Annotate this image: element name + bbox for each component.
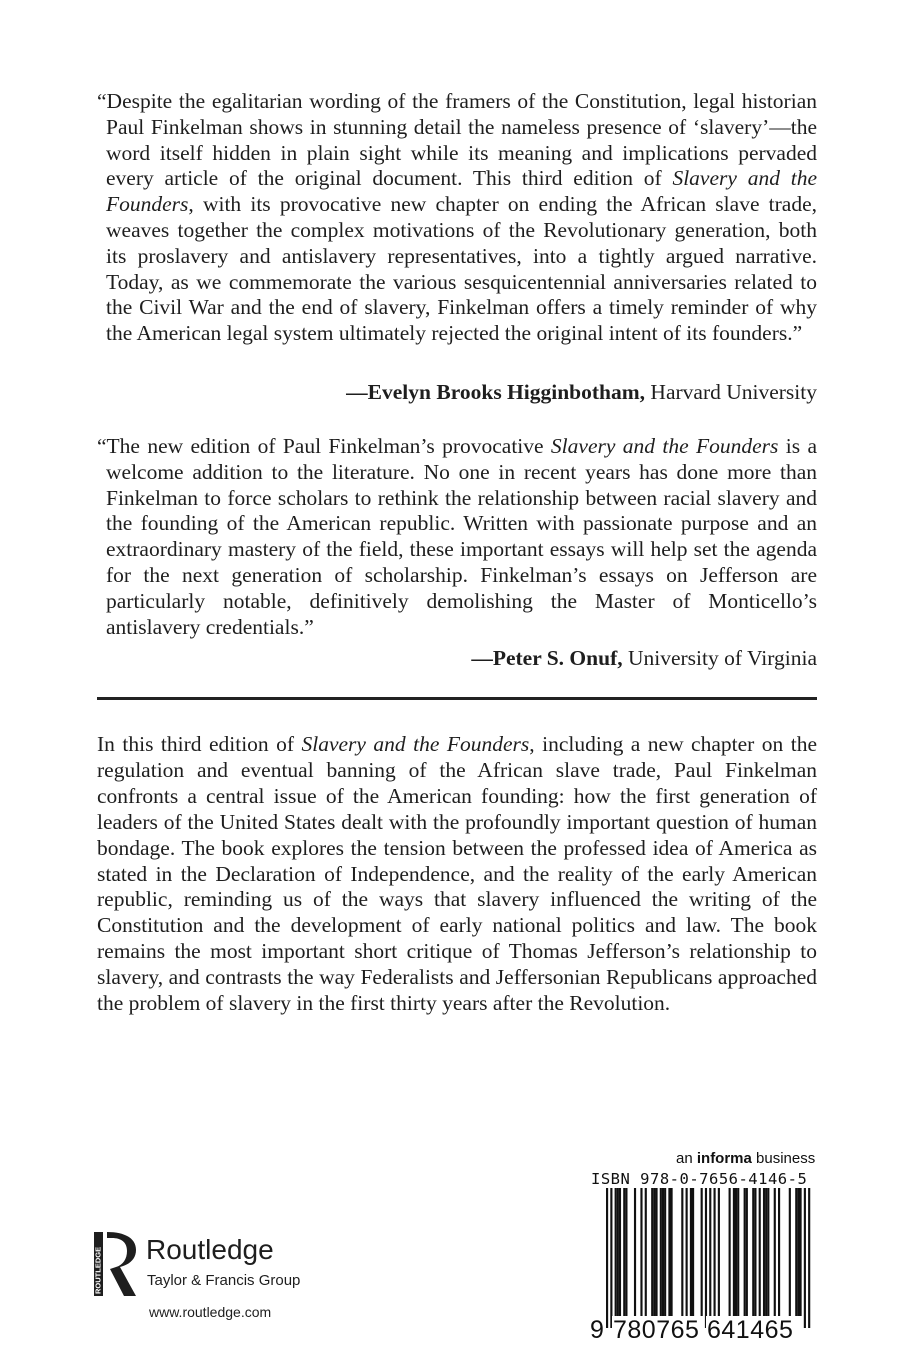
tagline-brand: informa bbox=[696, 1150, 752, 1167]
barcode-bar bbox=[645, 1188, 647, 1316]
barcode-bar bbox=[800, 1188, 802, 1316]
barcode-bar bbox=[759, 1188, 761, 1316]
barcode-bar bbox=[681, 1188, 683, 1316]
barcode-bar bbox=[701, 1188, 703, 1316]
barcode-bar bbox=[737, 1188, 739, 1316]
attribution-affiliation: University of Virginia bbox=[622, 646, 817, 670]
barcode-bar bbox=[690, 1188, 692, 1316]
barcode-bar bbox=[795, 1188, 797, 1316]
publisher-url[interactable]: www.routledge.com bbox=[149, 1304, 272, 1320]
tagline-suffix: business bbox=[751, 1150, 816, 1167]
barcode-bar bbox=[686, 1188, 688, 1316]
quote-attribution bbox=[471, 646, 817, 672]
barcode-bar bbox=[733, 1188, 735, 1316]
barcode-bar bbox=[746, 1188, 748, 1316]
barcode-bar bbox=[623, 1188, 625, 1316]
barcode-bar bbox=[729, 1188, 731, 1316]
routledge-logo-icon bbox=[92, 1232, 142, 1312]
barcode-bar bbox=[709, 1188, 711, 1328]
barcode-digits-left: 780765 bbox=[613, 1316, 700, 1344]
attribution-affiliation: Harvard University bbox=[645, 380, 817, 404]
barcode-bar bbox=[640, 1188, 642, 1316]
barcode-bar bbox=[651, 1188, 653, 1316]
book-description bbox=[97, 732, 817, 1017]
section-divider bbox=[97, 697, 817, 700]
barcode-bar bbox=[744, 1188, 746, 1316]
tagline-prefix: an bbox=[676, 1150, 697, 1167]
barcode-bar bbox=[655, 1188, 657, 1316]
description-text: In this third edition of bbox=[97, 732, 302, 756]
informa-business-tagline bbox=[676, 1150, 815, 1167]
barcode-bar bbox=[735, 1188, 737, 1316]
barcode-bar bbox=[617, 1188, 619, 1316]
barcode-bar bbox=[714, 1188, 716, 1316]
barcode-bar bbox=[765, 1188, 767, 1316]
barcode-bar bbox=[664, 1188, 666, 1316]
endorsement-quote-higginbotham bbox=[97, 89, 817, 347]
barcode-bar bbox=[653, 1188, 655, 1316]
barcode-bar bbox=[789, 1188, 791, 1316]
barcode-bar bbox=[660, 1188, 662, 1316]
quote-text: “The new edition of Paul Finkelman’s provocative bbox=[97, 434, 551, 458]
barcode-bar bbox=[754, 1188, 756, 1316]
barcode-bar bbox=[718, 1188, 720, 1316]
barcode-bar bbox=[625, 1188, 627, 1316]
barcode-bar bbox=[615, 1188, 617, 1316]
logo-vertical-text: ROUTLEDGE bbox=[93, 1246, 103, 1294]
barcode-bar bbox=[671, 1188, 673, 1316]
quote-text: “Despite the egalitarian wording of the framers of the Constitution, legal historian Paul Finkelman shows in stunning detail the nameless presence of ‘slavery’—the word itself hidden in plain sight while its meaning and implications pervaded every article of the original document. This third edition of bbox=[97, 89, 817, 191]
quote-text: is a welcome addition to the literature. No one in recent years has done more than Finkelman to force scholars to rethink the relationship between racial slavery and the founding of the American republic. Written with passionate purpose and an extraordinary mastery of the field, these important essays will help set the agenda for the next generation of scholarship. Finkelman’s essays on Jefferson are particularly notable, definitively demolishing the Master of Monticello’s antislavery credentials.” bbox=[106, 434, 817, 639]
publisher-name: Routledge bbox=[146, 1234, 274, 1265]
barcode-bar bbox=[692, 1188, 694, 1316]
barcode-digit-first: 9 bbox=[590, 1316, 604, 1344]
barcode-bar bbox=[778, 1188, 780, 1316]
barcode-bar bbox=[610, 1188, 612, 1328]
isbn-label: ISBN 978-0-7656-4146-5 bbox=[591, 1170, 808, 1188]
barcode-bar bbox=[752, 1188, 754, 1316]
attribution-author: —Peter S. Onuf, bbox=[471, 646, 623, 670]
barcode-bar bbox=[619, 1188, 621, 1316]
book-title: Slavery and the Founders bbox=[106, 166, 817, 217]
publisher-group: Taylor & Francis Group bbox=[147, 1272, 301, 1289]
barcode-bar bbox=[763, 1188, 765, 1316]
barcode-digits-right: 641465 bbox=[707, 1316, 794, 1344]
barcode-bar bbox=[804, 1188, 806, 1328]
book-title: Slavery and the Founders bbox=[550, 434, 779, 458]
barcode-bar bbox=[634, 1188, 636, 1316]
quote-attribution bbox=[346, 380, 817, 406]
barcode-digits bbox=[588, 1316, 822, 1346]
attribution-author: —Evelyn Brooks Higginbotham, bbox=[346, 380, 646, 404]
quote-text: , with its provocative new chapter on ending the African slave trade, weaves together the complex motivations of the Revolutionary generation, both its proslavery and antislavery representatives, into a tightly argued narrative. Today, as we commemorate the various sesquicentennial anniversaries related to the Civil War and the end of slavery, Finkelman offers a timely reminder of why the American legal system ultimately rejected the original intent of its founders.” bbox=[106, 192, 817, 346]
book-title: Slavery and the Founders bbox=[301, 732, 530, 756]
barcode-bar bbox=[662, 1188, 664, 1316]
barcode-bar bbox=[797, 1188, 799, 1316]
barcode-bar bbox=[606, 1188, 608, 1328]
barcode-bar bbox=[808, 1188, 810, 1328]
barcode-bar bbox=[668, 1188, 670, 1316]
endorsement-quote-onuf bbox=[97, 434, 817, 640]
barcode-bar bbox=[774, 1188, 776, 1316]
description-text: , including a new chapter on the regulation and eventual banning of the African slave trade, Paul Finkelman confronts a central issue of the American founding: how the first generation of leaders of the United States dealt with the profoundly important question of human bondage. The book explores the tension between the professed idea of America as stated in the Declaration of Independence, and the reality of the early American republic, reminding us of the ways that slavery influenced the writing of the Constitution and the development of early national politics and law. The book remains the most important short critique of Thomas Jefferson’s relationship to slavery, and contrasts the way Federalists and Jeffersonian Republicans approached the problem of slavery in the first thirty years after the Revolution. bbox=[97, 732, 818, 1016]
barcode-bar bbox=[767, 1188, 769, 1316]
barcode-bar bbox=[705, 1188, 707, 1328]
